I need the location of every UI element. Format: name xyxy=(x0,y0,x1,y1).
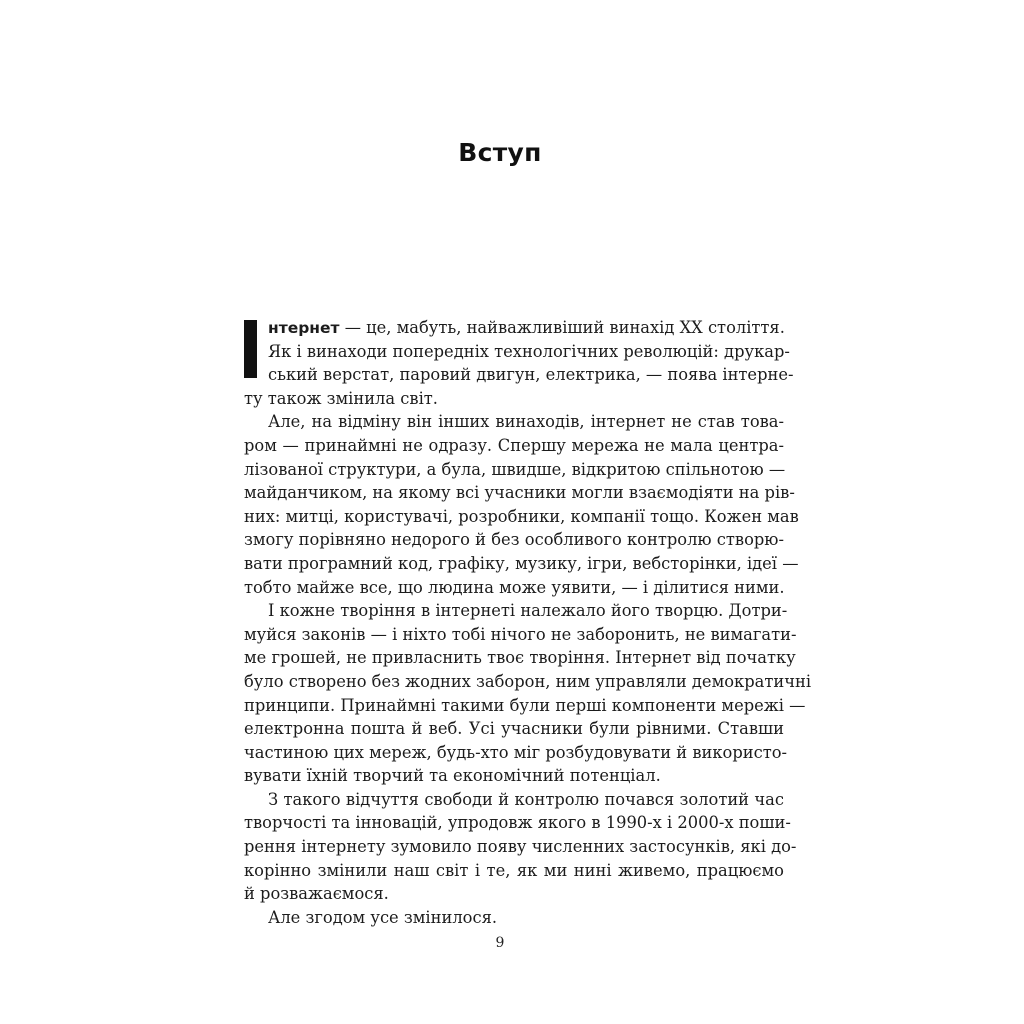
text-line: Як і винаходи попередніх технологічних революцій: друкар- xyxy=(268,341,790,361)
paragraph-5 xyxy=(244,906,784,930)
text-line: ський верстат, паровий двигун, електрика, — поява інтерне- xyxy=(268,365,794,385)
text-line: частиною цих мереж, будь-хто міг розбудовувати й використо- xyxy=(244,742,788,762)
text-line: ром — принаймні не одразу. Спершу мережа не мала центра- xyxy=(244,435,784,455)
text-line: муйся законів — і ніхто тобі нічого не заборонить, не вимагати- xyxy=(244,624,797,644)
lead-word: нтернет xyxy=(268,319,340,337)
text-line: корінно змінили наш світ і те, як ми нині живемо, працюємо xyxy=(244,860,784,880)
text-line: ту також змінила світ. xyxy=(244,388,438,408)
text-line: рення інтернету зумовило появу численних застосунків, які до- xyxy=(244,837,797,857)
paragraph-2 xyxy=(244,410,799,599)
text-line: ме грошей, не привласнить твоє творіння. Інтернет від початку xyxy=(244,648,796,668)
text-line: лізованої структури, а була, швидше, відкритою спільнотою — xyxy=(244,459,786,479)
paragraph-1 xyxy=(244,316,794,410)
body-text xyxy=(244,316,812,929)
text-line: тобто майже все, що людина може уявити, — і ділитися ними. xyxy=(244,577,785,597)
text-line: І кожне творіння в інтернеті належало його творцю. Дотри- xyxy=(268,601,788,621)
text-line: електронна пошта й веб. Усі учасники були рівними. Ставши xyxy=(244,719,784,739)
text-line: змогу порівняно недорого й без особливого контролю створю- xyxy=(244,530,784,550)
text-line xyxy=(244,316,784,340)
page-number: 9 xyxy=(495,935,505,951)
text-fragment: — це, мабуть, найважливіший винахід XX століття. xyxy=(339,318,785,337)
text-line: й розважаємося. xyxy=(244,884,389,904)
text-line: З такого відчуття свободи й контролю почався золотий час xyxy=(268,789,784,809)
text-line: принципи. Принаймні такими були перші компоненти мережі — xyxy=(244,695,806,715)
text-line: вати програмний код, графіку, музику, ігри, вебсторінки, ідеї — xyxy=(244,553,799,573)
text-line: них: митці, користувачі, розробники, компанії тощо. Кожен мав xyxy=(244,506,799,526)
text-line: майданчиком, на якому всі учасники могли взаємодіяти на рів- xyxy=(244,483,795,503)
page-title: Вступ xyxy=(458,138,542,167)
text-line: творчості та інновацій, упродовж якого в 1990-х і 2000-х поши- xyxy=(244,813,791,833)
text-line: вувати їхній творчий та економічний потенціал. xyxy=(244,766,661,786)
text-line: було створено без жодних заборон, ним управляли демократичні xyxy=(244,671,812,691)
text-line: Але, на відміну він інших винаходів, інтернет не став това- xyxy=(268,412,784,432)
paragraph-3 xyxy=(244,599,812,788)
text-line: Але згодом усе змінилося. xyxy=(268,907,498,927)
paragraph-4 xyxy=(244,788,797,906)
